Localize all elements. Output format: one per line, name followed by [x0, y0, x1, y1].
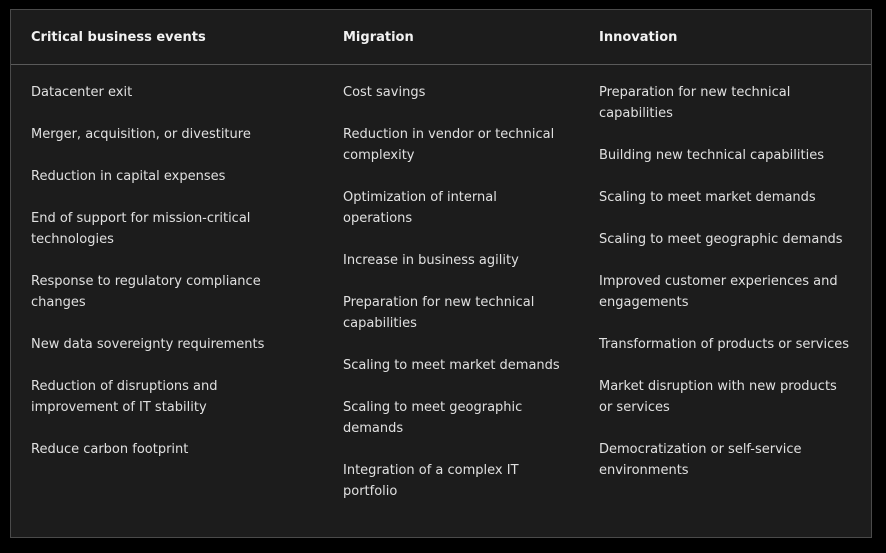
- list-item: Increase in business agility: [343, 253, 519, 268]
- list-item: Improved customer experiences and engagements: [599, 274, 838, 310]
- list-item: Building new technical capabilities: [599, 148, 824, 163]
- list-item: Reduction in vendor or technical complexity: [343, 127, 555, 163]
- list-item: Cost savings: [343, 85, 426, 100]
- list-item: Datacenter exit: [31, 85, 133, 100]
- list-item: End of support for mission-critical technologies: [31, 211, 251, 247]
- list-item: New data sovereignty requirements: [31, 337, 265, 352]
- list-item: Market disruption with new products or services: [599, 379, 837, 415]
- list-item: Transformation of products or services: [599, 337, 850, 352]
- list-item: Integration of a complex IT portfolio: [343, 463, 519, 499]
- column-critical-business-events: [31, 82, 306, 481]
- list-item: Scaling to meet geographic demands: [343, 400, 523, 436]
- list-item: Democratization or self-service environments: [599, 442, 802, 478]
- list-item: Optimization of internal operations: [343, 190, 497, 226]
- column-migration: [343, 82, 568, 523]
- list-item: Scaling to meet market demands: [343, 358, 560, 373]
- list-item: Reduction in capital expenses: [31, 169, 226, 184]
- list-item: Response to regulatory compliance changes: [31, 274, 261, 310]
- list-item: Scaling to meet geographic demands: [599, 232, 843, 247]
- list-item: Scaling to meet market demands: [599, 190, 816, 205]
- list-item: Reduce carbon footprint: [31, 442, 189, 457]
- list-item: Reduction of disruptions and improvement of IT stability: [31, 379, 218, 415]
- list-item: Preparation for new technical capabilities: [343, 295, 535, 331]
- header-critical-business-events: Critical business events: [31, 30, 206, 45]
- list-item: Merger, acquisition, or divestiture: [31, 127, 251, 142]
- header-innovation: Innovation: [599, 30, 678, 45]
- table-header: [11, 10, 871, 65]
- header-migration: Migration: [343, 30, 414, 45]
- comparison-table: [10, 9, 872, 538]
- column-innovation: [599, 82, 854, 502]
- list-item: Preparation for new technical capabilities: [599, 85, 791, 121]
